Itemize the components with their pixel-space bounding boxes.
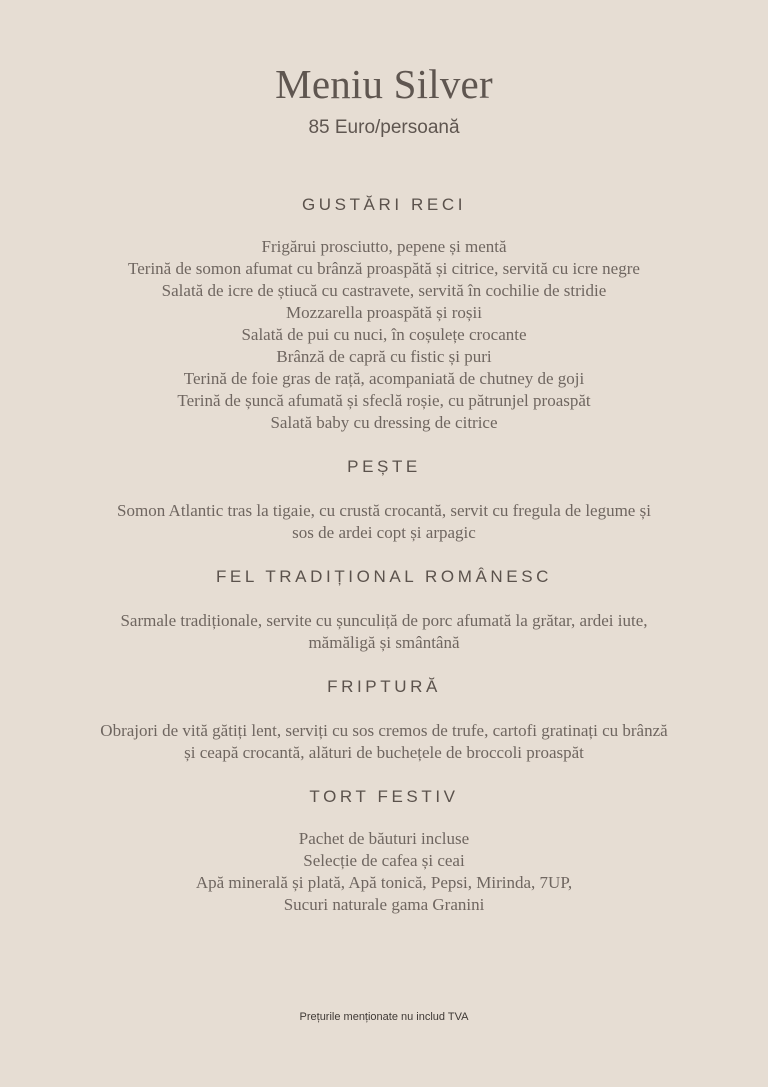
menu-item: sos de ardei copt și arpagic xyxy=(292,523,476,542)
menu-item: Pachet de băuturi incluse xyxy=(298,829,470,848)
menu-item: mămăligă și smântână xyxy=(308,633,460,652)
section-heading-fel-traditional: FEL TRADIȚIONAL ROMÂNESC xyxy=(215,567,553,586)
menu-item: Terină de foie gras de rață, acompaniată de chutney de goji xyxy=(183,369,585,388)
menu-item: Mozzarella proaspătă și roșii xyxy=(286,303,482,322)
menu-item: și ceapă crocantă, alături de buchețele de broccoli proaspăt xyxy=(184,743,584,762)
menu-title: Meniu Silver xyxy=(275,61,493,107)
menu-item: Brânză de capră cu fistic și puri xyxy=(276,347,492,366)
menu-item: Terină de șuncă afumată și sfeclă roșie, cu pătrunjel proaspăt xyxy=(177,391,591,410)
section-items-friptura xyxy=(62,720,706,764)
section-items-gustari-reci xyxy=(60,236,708,434)
section-heading-gustari-reci: GUSTĂRI RECI xyxy=(301,195,467,214)
menu-item: Selecție de cafea și ceai xyxy=(303,851,465,870)
section-heading-peste: PEȘTE xyxy=(347,457,421,476)
menu-item: Apă minerală și plată, Apă tonică, Pepsi, Mirinda, 7UP, xyxy=(195,873,573,892)
section-items-fel-traditional xyxy=(62,610,706,654)
menu-item: Salată de icre de știucă cu castravete, servită în cochilie de stridie xyxy=(161,281,607,300)
menu-item: Sucuri naturale gama Granini xyxy=(283,895,485,914)
menu-item: Somon Atlantic tras la tigaie, cu crustă crocantă, servit cu fregula de legume și xyxy=(117,501,651,520)
menu-item: Frigărui prosciutto, pepene și mentă xyxy=(261,237,507,256)
footer-note: Prețurile menționate nu includ TVA xyxy=(299,1011,469,1023)
section-heading-friptura: FRIPTURĂ xyxy=(327,677,441,696)
section-items-peste xyxy=(62,500,706,544)
menu-item: Salată de pui cu nuci, în coșulețe crocante xyxy=(241,325,527,344)
section-heading-tort-festiv: TORT FESTIV xyxy=(309,787,459,806)
menu-item: Terină de somon afumat cu brânză proaspătă și citrice, servită cu icre negre xyxy=(128,259,640,278)
menu-item: Salată baby cu dressing de citrice xyxy=(270,413,498,432)
menu-item: Sarmale tradiționale, servite cu șunculiță de porc afumată la grătar, ardei iute, xyxy=(120,611,648,630)
section-items-tort-festiv xyxy=(60,828,708,916)
menu-item: Obrajori de vită gătiți lent, serviți cu sos cremos de trufe, cartofi gratinați cu brânză xyxy=(100,721,668,740)
menu-price: 85 Euro/persoană xyxy=(308,117,460,138)
